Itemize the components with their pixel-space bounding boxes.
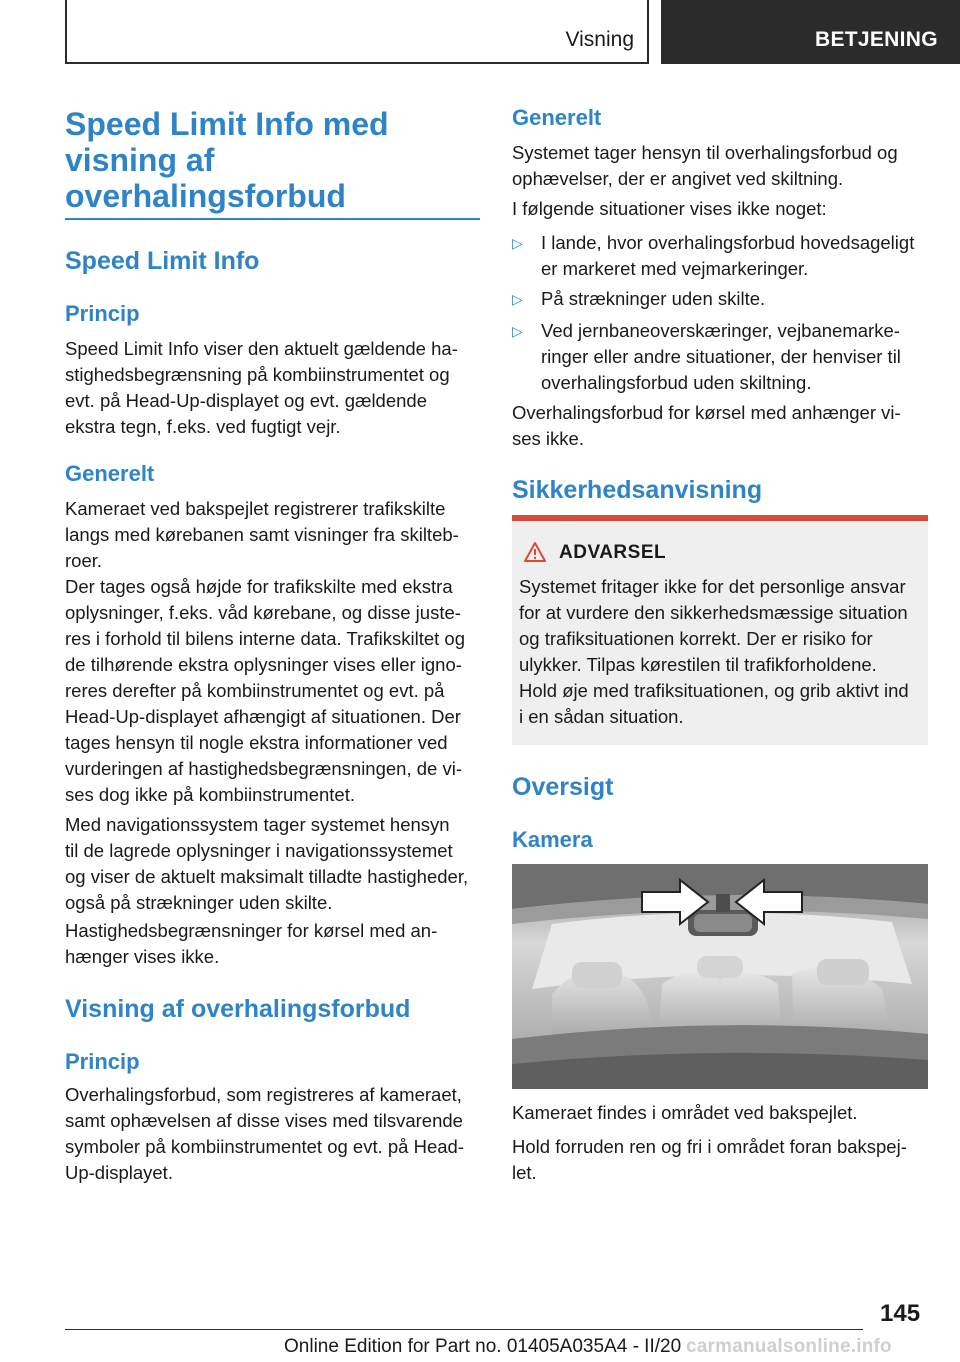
footer-divider: [65, 1329, 863, 1330]
edition-text: Online Edition for Part no. 01405A035A4 - II/20: [284, 1336, 682, 1357]
paragraph-princip-2: Overhalingsforbud, som registreres af kameraet, samt ophævelsen af disse vises med tilsvarende symboler på kombiinstrumentet og evt. på Head- Up-displayet.: [65, 1084, 464, 1183]
heading-kamera: Kamera: [512, 827, 593, 852]
paragraph-kamera-1: Kameraet findes i området ved bakspejlet.: [512, 1102, 858, 1123]
list-item: ▷ I lande, hvor overhalingsforbud hovedsageligt er markeret med vejmarkeringer.: [512, 232, 915, 279]
warning-text: Systemet fritager ikke for det personlige ansvar for at vurdere den sikkerhedsmæssige situation og trafiksituationen korrekt. Der er risiko for ulykker. Tilpas kørestilen til trafikforholdene. Hold øje med trafiksituationen, og grib aktivt ind i en sådan situation.: [519, 576, 909, 727]
section-label: Visning: [565, 28, 634, 51]
heading-sikkerhedsanvisning: Sikkerhedsanvisning: [512, 476, 763, 504]
paragraph-generelt-4: Hastighedsbegrænsninger for kørsel med an- hænger vises ikke.: [65, 920, 438, 967]
triangle-bullet-icon: ▷: [512, 291, 523, 307]
page-title: Speed Limit Info med visning af overhalingsforbud: [65, 106, 389, 214]
paragraph-generelt-1: Kameraet ved bakspejlet registrerer trafikskilte langs med kørebanen samt visninger fra skilteb- roer.: [65, 498, 459, 571]
list-item: ▷ Ved jernbaneoverskæringer, vejbanemarke- ringer eller andre situationer, der henviser til overhalingsforbud uden skiltning.: [512, 320, 901, 393]
watermark: carmanualsonline.info: [686, 1336, 892, 1357]
paragraph-right-2: I følgende situationer vises ikke noget:: [512, 198, 827, 219]
triangle-bullet-icon: ▷: [512, 323, 523, 339]
warning-title: ADVARSEL: [559, 542, 667, 563]
camera-location-image: [512, 864, 928, 1089]
header-frame: [65, 0, 649, 64]
heading-princip-2: Princip: [65, 1049, 140, 1074]
heading-speed-limit-info: Speed Limit Info: [65, 247, 260, 275]
title-divider: [65, 218, 480, 220]
paragraph-generelt-3: Med navigationssystem tager systemet hensyn til de lagrede oplysninger i navigationssystemet og viser de aktuelt maksimalt tilladte hastigheder, også på strækninger uden skilte.: [65, 814, 469, 913]
paragraph-right-3: Overhalingsforbud for kørsel med anhænger vi- ses ikke.: [512, 402, 901, 449]
heading-visning-overhalingsforbud: Visning af overhalingsforbud: [65, 995, 411, 1023]
paragraph-right-1: Systemet tager hensyn til overhalingsforbud og ophævelser, der er angivet ved skiltning.: [512, 142, 898, 189]
triangle-bullet-icon: ▷: [512, 235, 523, 251]
heading-generelt-right: Generelt: [512, 105, 602, 130]
heading-oversigt: Oversigt: [512, 773, 614, 801]
warning-triangle-icon: [524, 542, 546, 562]
heading-princip: Princip: [65, 301, 140, 326]
list-item: ▷ På strækninger uden skilte.: [512, 286, 932, 312]
paragraph-kamera-2: Hold forruden ren og fri i området foran bakspej- let.: [512, 1136, 907, 1183]
paragraph-generelt-2: Der tages også højde for trafikskilte med ekstra oplysninger, f.eks. våd kørebane, og disse juste- res i forhold til bilens interne data. Trafikskiltet og de tilhørende ekstra oplysninger vises eller igno- reres derefter på kombiinstrumentet og evt. på Head-Up-displayet afhængigt af situationen. Der tages hensyn til nogle ekstra informationer ved vurderingen af hastighedsbegrænsningen, de vi- ses dog ikke på kombiinstrumentet.: [65, 576, 465, 805]
heading-generelt: Generelt: [65, 461, 155, 486]
page-number: 145: [880, 1300, 921, 1327]
paragraph-princip: Speed Limit Info viser den aktuelt gældende ha- stighedsbegrænsning på kombiinstrumentet og evt. på Head-Up-displayet og evt. gældende ekstra tegn, f.eks. ved fugtigt vejr.: [65, 338, 458, 437]
chapter-tab-label: BETJENING: [815, 28, 938, 51]
